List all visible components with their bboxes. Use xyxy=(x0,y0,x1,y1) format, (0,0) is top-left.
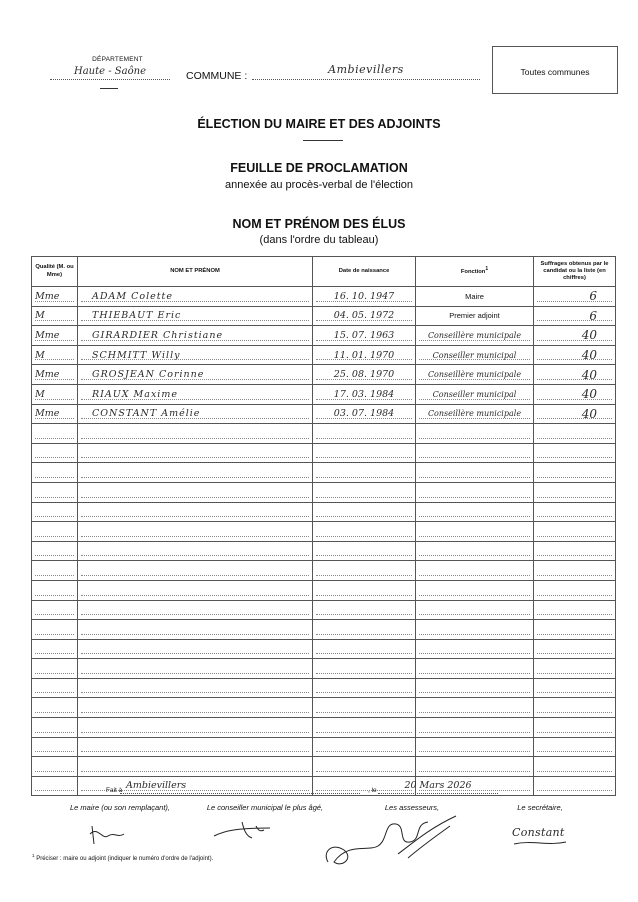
cell-qualite-empty[interactable] xyxy=(32,776,78,796)
cell-fonction[interactable]: Conseillère municipale xyxy=(416,365,534,385)
cell-nom-empty[interactable] xyxy=(78,424,313,444)
cell-fonction[interactable]: Premier adjoint xyxy=(416,306,534,326)
cell-date[interactable]: 04. 05. 1972 xyxy=(313,306,416,326)
cell-date-empty[interactable] xyxy=(313,678,416,698)
cell-date[interactable]: 11. 01. 1970 xyxy=(313,345,416,365)
table-row-empty xyxy=(32,698,616,718)
date-field[interactable]: 20 Mars 2026 xyxy=(378,780,498,794)
table-row-empty xyxy=(32,600,616,620)
cell-fonction-empty[interactable] xyxy=(416,678,534,698)
header-suffrages: Suffrages obtenus par le candidat ou la liste (en chiffres) xyxy=(534,257,616,287)
table-row xyxy=(32,287,616,307)
cell-suffrages[interactable]: 6 xyxy=(534,306,616,326)
cell-nom-empty[interactable] xyxy=(78,502,313,522)
cell-suffrages-empty[interactable] xyxy=(534,580,616,600)
cell-nom-empty[interactable] xyxy=(78,698,313,718)
table-row xyxy=(32,404,616,424)
fait-label: Fait à xyxy=(106,787,123,794)
table-row-empty xyxy=(32,443,616,463)
cell-nom[interactable]: CONSTANT Amélie xyxy=(78,404,313,424)
table-row-empty xyxy=(32,639,616,659)
cell-nom[interactable]: GIRARDIER Christiane xyxy=(78,326,313,346)
commune-field[interactable]: Ambievillers xyxy=(252,63,480,80)
cell-suffrages-empty[interactable] xyxy=(534,678,616,698)
table-row-empty xyxy=(32,541,616,561)
cell-suffrages-empty[interactable] xyxy=(534,522,616,542)
header-fonction xyxy=(416,257,534,287)
assesseurs-signature xyxy=(318,812,464,874)
cell-qualite-empty[interactable] xyxy=(32,757,78,777)
header-fonction-label: Fonction xyxy=(460,269,486,276)
header-fonction-sup: 1 xyxy=(485,266,489,273)
conseiller-signature xyxy=(212,818,274,842)
cell-fonction-empty[interactable] xyxy=(416,737,534,757)
cell-suffrages-empty[interactable] xyxy=(534,424,616,444)
table-body xyxy=(32,287,616,796)
cell-nom-empty[interactable] xyxy=(78,522,313,542)
cell-suffrages[interactable]: 40 xyxy=(534,365,616,385)
cell-fonction-empty[interactable] xyxy=(416,541,534,561)
cell-date-empty[interactable] xyxy=(313,580,416,600)
cell-fonction-empty[interactable] xyxy=(416,757,534,777)
cell-suffrages-empty[interactable] xyxy=(534,776,616,796)
assesseurs-role: Les assesseurs, xyxy=(384,803,440,812)
cell-nom-empty[interactable] xyxy=(78,561,313,581)
footnote-mark: 1 xyxy=(32,853,35,858)
cell-date[interactable]: 03. 07. 1984 xyxy=(313,404,416,424)
header-nom: NOM ET PRÉNOM xyxy=(78,257,313,287)
table-row xyxy=(32,345,616,365)
secretaire-signature: Constant xyxy=(512,826,565,839)
cell-nom-empty[interactable] xyxy=(78,541,313,561)
cell-qualite[interactable]: Mme xyxy=(32,287,78,307)
cell-qualite[interactable]: M xyxy=(32,384,78,404)
table-row-empty xyxy=(32,580,616,600)
cell-nom-empty[interactable] xyxy=(78,639,313,659)
table-row-empty xyxy=(32,424,616,444)
cell-fonction-empty[interactable] xyxy=(416,620,534,640)
cell-fonction[interactable]: Conseillère municipale xyxy=(416,326,534,346)
cell-suffrages-empty[interactable] xyxy=(534,659,616,679)
conseiller-role: Le conseiller municipal le plus âgé, xyxy=(206,803,324,812)
cell-nom[interactable]: ADAM Colette xyxy=(78,287,313,307)
cell-qualite[interactable]: M xyxy=(32,345,78,365)
cell-suffrages-empty[interactable] xyxy=(534,620,616,640)
cell-fonction[interactable]: Conseiller municipal xyxy=(416,345,534,365)
cell-qualite-empty[interactable] xyxy=(32,580,78,600)
cell-date-empty[interactable] xyxy=(313,541,416,561)
cell-suffrages[interactable]: 40 xyxy=(534,404,616,424)
cell-fonction-empty[interactable] xyxy=(416,698,534,718)
cell-suffrages[interactable]: 6 xyxy=(534,287,616,307)
cell-nom-empty[interactable] xyxy=(78,737,313,757)
cell-date[interactable]: 16. 10. 1947 xyxy=(313,287,416,307)
elus-subtitle: (dans l'ordre du tableau) xyxy=(259,234,379,246)
maire-role: Le maire (ou son remplaçant), xyxy=(69,803,171,812)
cell-date-empty[interactable] xyxy=(313,463,416,483)
cell-qualite-empty[interactable] xyxy=(32,718,78,738)
cell-date-empty[interactable] xyxy=(313,659,416,679)
table-row-empty xyxy=(32,482,616,502)
table-header-row xyxy=(32,257,616,287)
departement-divider xyxy=(100,88,118,89)
cell-nom[interactable]: THIEBAUT Eric xyxy=(78,306,313,326)
cell-suffrages-empty[interactable] xyxy=(534,600,616,620)
cell-date-empty[interactable] xyxy=(313,482,416,502)
cell-nom-empty[interactable] xyxy=(78,620,313,640)
table-row-empty xyxy=(32,620,616,640)
departement-field[interactable]: Haute - Saône xyxy=(50,66,170,80)
cell-suffrages-empty[interactable] xyxy=(534,698,616,718)
footnote xyxy=(32,853,213,862)
proclamation-subtitle: annexée au procès-verbal de l'élection xyxy=(225,179,413,191)
cell-date-empty[interactable] xyxy=(313,620,416,640)
cell-qualite-empty[interactable] xyxy=(32,463,78,483)
cell-qualite-empty[interactable] xyxy=(32,482,78,502)
cell-date-empty[interactable] xyxy=(313,718,416,738)
cell-fonction-empty[interactable] xyxy=(416,502,534,522)
cell-date[interactable]: 15. 07. 1963 xyxy=(313,326,416,346)
cell-qualite-empty[interactable] xyxy=(32,522,78,542)
cell-fonction-empty[interactable] xyxy=(416,718,534,738)
cell-suffrages[interactable]: 40 xyxy=(534,384,616,404)
table-row-empty xyxy=(32,757,616,777)
cell-date[interactable]: 17. 03. 1984 xyxy=(313,384,416,404)
cell-date-empty[interactable] xyxy=(313,698,416,718)
cell-qualite-empty[interactable] xyxy=(32,600,78,620)
fait-field[interactable]: Ambievillers xyxy=(120,780,360,794)
cell-date-empty[interactable] xyxy=(313,443,416,463)
cell-fonction-empty[interactable] xyxy=(416,639,534,659)
title-divider xyxy=(303,140,343,141)
elus-title: NOM ET PRÉNOM DES ÉLUS xyxy=(232,217,406,231)
cell-nom-empty[interactable] xyxy=(78,659,313,679)
cell-fonction-empty[interactable] xyxy=(416,561,534,581)
cell-date-empty[interactable] xyxy=(313,757,416,777)
cell-fonction-empty[interactable] xyxy=(416,659,534,679)
cell-fonction[interactable]: Maire xyxy=(416,287,534,307)
table-row xyxy=(32,384,616,404)
secretaire-signature-underline xyxy=(512,838,568,848)
cell-qualite-empty[interactable] xyxy=(32,424,78,444)
cell-suffrages-empty[interactable] xyxy=(534,463,616,483)
table-row-empty xyxy=(32,502,616,522)
cell-nom-empty[interactable] xyxy=(78,482,313,502)
maire-signature xyxy=(88,822,128,848)
cell-fonction-empty[interactable] xyxy=(416,463,534,483)
cell-qualite-empty[interactable] xyxy=(32,639,78,659)
table-row-empty xyxy=(32,737,616,757)
cell-nom-empty[interactable] xyxy=(78,463,313,483)
proclamation-title: FEUILLE DE PROCLAMATION xyxy=(230,161,408,175)
header-qualite: Qualité (M. ou Mme) xyxy=(32,257,78,287)
cell-suffrages-empty[interactable] xyxy=(534,737,616,757)
table-row-empty xyxy=(32,718,616,738)
cell-suffrages-empty[interactable] xyxy=(534,561,616,581)
election-title: ÉLECTION DU MAIRE ET DES ADJOINTS xyxy=(197,117,441,131)
cell-nom-empty[interactable] xyxy=(78,678,313,698)
cell-fonction-empty[interactable] xyxy=(416,482,534,502)
cell-fonction[interactable]: Conseillère municipale xyxy=(416,404,534,424)
cell-suffrages-empty[interactable] xyxy=(534,757,616,777)
cell-date-empty[interactable] xyxy=(313,502,416,522)
commune-label: COMMUNE : xyxy=(186,70,248,82)
cell-suffrages-empty[interactable] xyxy=(534,639,616,659)
departement-label: DÉPARTEMENT xyxy=(92,56,143,63)
footnote-text: Préciser : maire ou adjoint (indiquer le numéro d'ordre de l'adjoint). xyxy=(36,856,214,862)
cell-nom-empty[interactable] xyxy=(78,580,313,600)
cell-date-empty[interactable] xyxy=(313,561,416,581)
cell-fonction[interactable]: Conseiller municipal xyxy=(416,384,534,404)
table-row-empty xyxy=(32,561,616,581)
cell-qualite[interactable]: M xyxy=(32,306,78,326)
header-date: Date de naissance xyxy=(313,257,416,287)
cell-qualite-empty[interactable] xyxy=(32,659,78,679)
cell-suffrages-empty[interactable] xyxy=(534,718,616,738)
cell-qualite[interactable]: Mme xyxy=(32,365,78,385)
cell-suffrages-empty[interactable] xyxy=(534,482,616,502)
cell-date-empty[interactable] xyxy=(313,639,416,659)
table-row-empty xyxy=(32,463,616,483)
secretaire-role: Le secrétaire, xyxy=(517,803,563,812)
cell-qualite[interactable]: Mme xyxy=(32,404,78,424)
all-communes-box: Toutes communes xyxy=(492,46,618,94)
table-row xyxy=(32,306,616,326)
cell-qualite-empty[interactable] xyxy=(32,502,78,522)
cell-nom[interactable]: GROSJEAN Corinne xyxy=(78,365,313,385)
cell-qualite-empty[interactable] xyxy=(32,678,78,698)
cell-qualite-empty[interactable] xyxy=(32,541,78,561)
elus-table xyxy=(31,256,616,796)
cell-qualite[interactable]: Mme xyxy=(32,326,78,346)
table-row-empty xyxy=(32,522,616,542)
cell-suffrages-empty[interactable] xyxy=(534,443,616,463)
cell-fonction-empty[interactable] xyxy=(416,443,534,463)
table-row-empty xyxy=(32,659,616,679)
cell-nom-empty[interactable] xyxy=(78,718,313,738)
cell-suffrages-empty[interactable] xyxy=(534,541,616,561)
cell-date-empty[interactable] xyxy=(313,737,416,757)
cell-fonction-empty[interactable] xyxy=(416,522,534,542)
le-label: , le xyxy=(368,787,377,794)
table-row-empty xyxy=(32,678,616,698)
cell-date-empty[interactable] xyxy=(313,600,416,620)
cell-nom-empty[interactable] xyxy=(78,757,313,777)
cell-suffrages[interactable]: 40 xyxy=(534,345,616,365)
cell-qualite-empty[interactable] xyxy=(32,737,78,757)
cell-nom[interactable]: RIAUX Maxime xyxy=(78,384,313,404)
cell-qualite-empty[interactable] xyxy=(32,620,78,640)
cell-nom-empty[interactable] xyxy=(78,600,313,620)
cell-date-empty[interactable] xyxy=(313,522,416,542)
cell-suffrages[interactable]: 40 xyxy=(534,326,616,346)
table-row xyxy=(32,326,616,346)
cell-suffrages-empty[interactable] xyxy=(534,502,616,522)
cell-date[interactable]: 25. 08. 1970 xyxy=(313,365,416,385)
cell-fonction-empty[interactable] xyxy=(416,580,534,600)
cell-fonction-empty[interactable] xyxy=(416,600,534,620)
cell-qualite-empty[interactable] xyxy=(32,561,78,581)
cell-nom-empty[interactable] xyxy=(78,443,313,463)
cell-fonction-empty[interactable] xyxy=(416,424,534,444)
cell-nom[interactable]: SCHMITT Willy xyxy=(78,345,313,365)
cell-date-empty[interactable] xyxy=(313,424,416,444)
table-row xyxy=(32,365,616,385)
cell-qualite-empty[interactable] xyxy=(32,443,78,463)
cell-qualite-empty[interactable] xyxy=(32,698,78,718)
